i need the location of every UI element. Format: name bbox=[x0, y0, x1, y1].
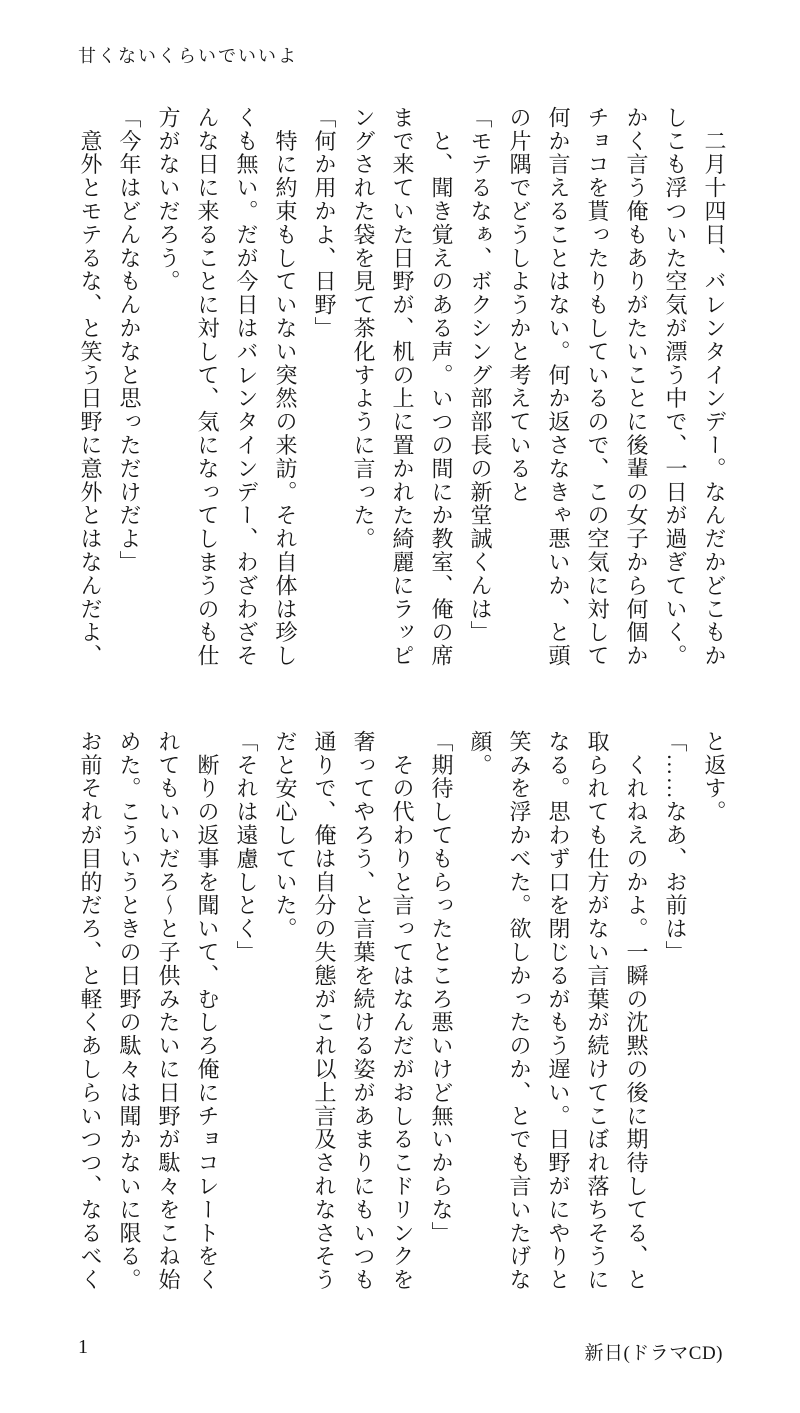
text-column: れてもいいだろ～と子供みたいに日野が駄々をこね始 bbox=[156, 730, 181, 1292]
text-band-bottom bbox=[71, 730, 734, 1296]
text-column: なる。思わず口を閉じるがもう遅い。日野がにやりと bbox=[546, 730, 571, 1292]
text-column: 「モテるなぁ、ボクシング部部長の新堂誠くんは」 bbox=[468, 106, 493, 645]
running-header-title: 甘くないくらいでいいよ bbox=[78, 46, 298, 66]
text-column: 通りで、俺は自分の失態がこれ以上言及されなさそう bbox=[312, 730, 337, 1292]
text-column: その代わりと言ってはなんだがおしるこドリンクを bbox=[390, 730, 415, 1292]
text-column: 断りの返事を聞いて、むしろ俺にチョコレートをく bbox=[195, 730, 220, 1292]
text-column: 方がないだろう。 bbox=[156, 106, 181, 294]
text-column: だと安心していた。 bbox=[273, 730, 298, 941]
text-column: 意外とモテるな、と笑う日野に意外とはなんだよ、 bbox=[78, 106, 103, 668]
text-column: ングされた袋を見て茶化すように言った。 bbox=[351, 106, 376, 551]
footer-work-label: 新日(ドラマCD) bbox=[584, 1343, 723, 1364]
text-column: んな日に来ることに対して、気になってしまうのも仕 bbox=[195, 106, 220, 668]
text-column: と、聞き覚えのある声。いつの間にか教室、俺の席 bbox=[429, 106, 454, 668]
text-column: 顔。 bbox=[468, 730, 493, 777]
text-column: 奢ってやろう、と言葉を続ける姿があまりにもいつも bbox=[351, 730, 376, 1292]
text-column: 特に約束もしていない突然の来訪。それ自体は珍し bbox=[273, 106, 298, 668]
text-column: 「何か用かよ、日野」 bbox=[312, 106, 337, 340]
text-column: チョコを貰ったりもしているので、この空気に対して bbox=[585, 106, 610, 668]
text-column: めた。こういうときの日野の駄々は聞かないに限る。 bbox=[117, 730, 142, 1292]
text-column: くも無い。だが今日はバレンタインデー、わざわざそ bbox=[234, 106, 259, 668]
text-column: 「期待してもらったところ悪いけど無いからな」 bbox=[429, 730, 454, 1245]
text-column: 笑みを浮かべた。欲しかったのか、とでも言いたげな bbox=[507, 730, 532, 1292]
text-column: まで来ていた日野が、机の上に置かれた綺麗にラッピ bbox=[390, 106, 415, 668]
page-number: 1 bbox=[78, 1336, 88, 1358]
text-column: 取られても仕方がない言葉が続けてこぼれ落ちそうに bbox=[585, 730, 610, 1292]
text-column: 「今年はどんなもんかなと思っただけだよ」 bbox=[117, 106, 142, 574]
text-column: 二月十四日、バレンタインデー。なんだかどこもか bbox=[702, 106, 727, 668]
text-column: かく言う俺もありがたいことに後輩の女子から何個か bbox=[624, 106, 649, 668]
text-column: 何か言えることはない。何か返さなきゃ悪いか、と頭 bbox=[546, 106, 571, 668]
text-column: と返す。 bbox=[702, 730, 727, 824]
text-column: の片隅でどうしようかと考えていると bbox=[507, 106, 532, 504]
text-column: 「それは遠慮しとく」 bbox=[234, 730, 259, 964]
text-column: しこも浮ついた空気が漂う中で、一日が過ぎていく。 bbox=[663, 106, 688, 668]
text-column: お前それが目的だろ、と軽くあしらいつつ、なるべく bbox=[78, 730, 103, 1292]
text-band-top bbox=[71, 106, 734, 672]
text-column: 「……なあ、お前は」 bbox=[663, 730, 688, 964]
text-column: くれねえのかよ。一瞬の沈黙の後に期待してる、と bbox=[624, 730, 649, 1292]
